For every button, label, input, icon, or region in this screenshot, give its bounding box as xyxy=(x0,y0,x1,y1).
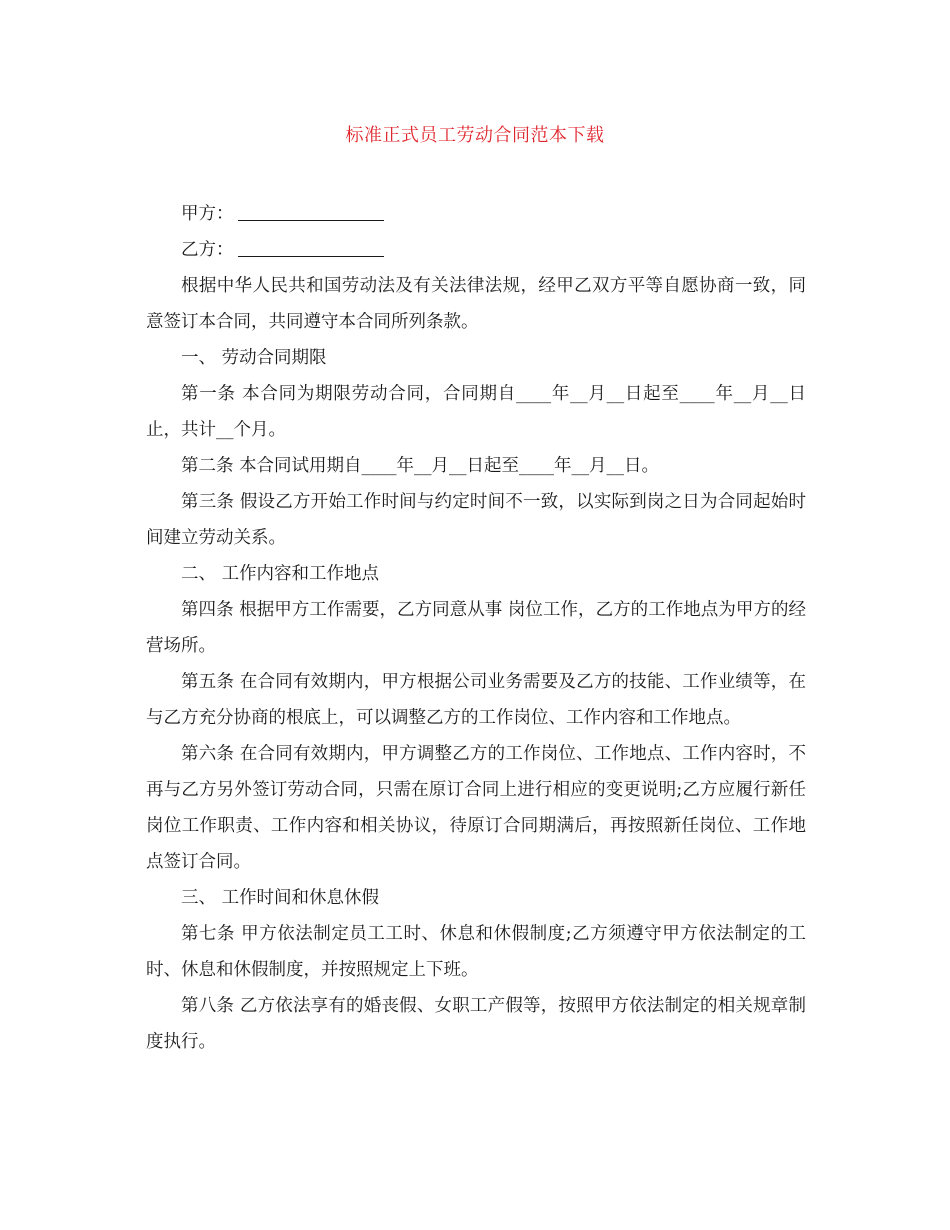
article-5: 第五条 在合同有效期内，甲方根据公司业务需要及乙方的技能、工作业绩等，在与乙方充分协商的根底上，可以调整乙方的工作岗位、工作内容和工作地点。 xyxy=(146,672,806,728)
section-heading-3: 三、 工作时间和休息休假 xyxy=(181,888,380,908)
article-3: 第三条 假设乙方开始工作时间与约定时间不一致，以实际到岗之日为合同起始时间建立劳动关系。 xyxy=(146,492,806,548)
party-a-blank xyxy=(238,200,384,221)
article-1: 第一条 本合同为期限劳动合同，合同期自____年__月__日起至____年__月__日止，共计__个月。 xyxy=(146,384,806,440)
article-2: 第二条 本合同试用期自____年__月__日起至____年__月__日。 xyxy=(181,456,660,476)
party-b-label: 乙方： xyxy=(181,240,234,260)
intro-paragraph: 根据中华人民共和国劳动法及有关法律法规，经甲乙双方平等自愿协商一致，同意签订本合同，共同遵守本合同所列条款。 xyxy=(146,276,806,332)
section-heading-1: 一、 劳动合同期限 xyxy=(181,348,327,368)
article-7: 第七条 甲方依法制定员工工时、休息和休假制度;乙方须遵守甲方依法制定的工时、休息和休假制度，并按照规定上下班。 xyxy=(146,924,806,980)
article-6: 第六条 在合同有效期内，甲方调整乙方的工作岗位、工作地点、工作内容时，不再与乙方另外签订劳动合同，只需在原订合同上进行相应的变更说明;乙方应履行新任岗位工作职责、工作内容和相关协议，待原订合同期满后，再按照新任岗位、工作地点签订合同。 xyxy=(146,744,806,872)
party-a-label: 甲方： xyxy=(181,204,234,224)
document-title: 标准正式员工劳动合同范本下载 xyxy=(345,125,605,146)
section-heading-2: 二、 工作内容和工作地点 xyxy=(181,564,380,584)
document-body xyxy=(146,196,806,1060)
article-4: 第四条 根据甲方工作需要，乙方同意从事 岗位工作，乙方的工作地点为甲方的经营场所。 xyxy=(146,600,806,656)
party-b-line xyxy=(146,232,806,268)
party-a-line xyxy=(146,196,806,232)
article-8: 第八条 乙方依法享有的婚丧假、女职工产假等，按照甲方依法制定的相关规章制度执行。 xyxy=(146,996,806,1052)
party-b-blank xyxy=(238,236,384,257)
